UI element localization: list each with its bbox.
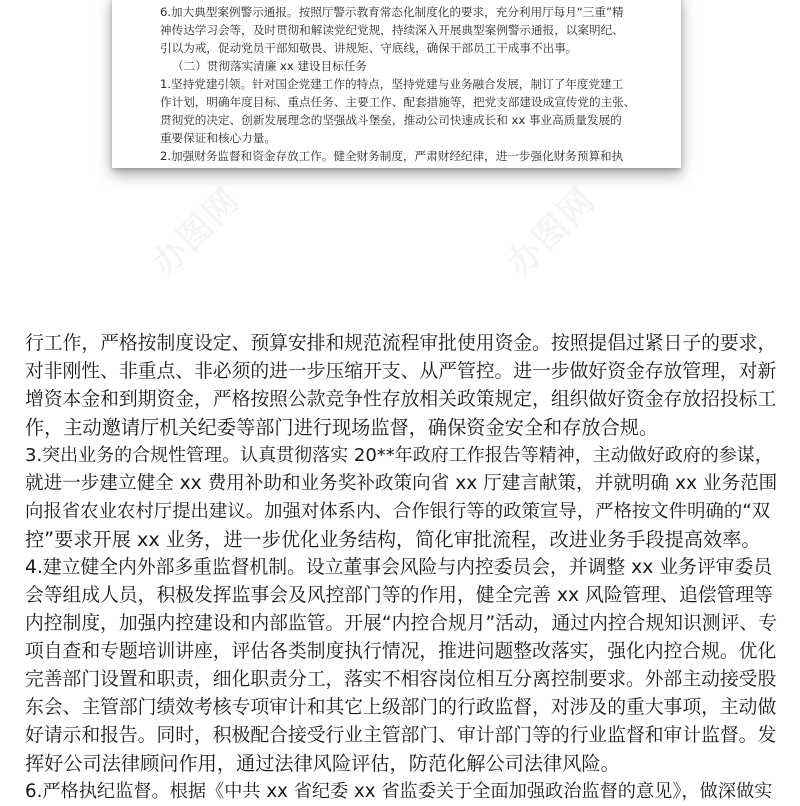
body-line: 6.严格执纪监督。根据《中共 xx 省纪委 xx 省监委关于全面加强政治监督的意见》，做深做实	[25, 781, 773, 802]
body-line: 4.建立健全内外部多重监督机制。设立董事会风险与内控委员会，并调整 xx 业务评审委员	[25, 557, 772, 578]
preview-line: 6.加大典型案例警示通报。按照厅警示教育常态化制度化的要求，充分利用厅每月“三重”精	[160, 5, 624, 19]
body-line: 项自查和专题培训讲座，评估各类制度执行情况，推进问题整改落实，强化内控合规。优化	[25, 641, 777, 662]
body-line: 好请示和报告。同时，积极配合接受行业主管部门、审计部门等的行业监督和审计监督。发	[25, 725, 777, 746]
body-line: 完善部门设置和职责，细化职责分工，落实不相容岗位相互分离控制要求。外部主动接受股	[25, 669, 777, 690]
body-line: 行工作，严格按制度设定、预算安排和规范流程审批使用资金。按照提倡过紧日子的要求，	[25, 333, 777, 354]
body-line: 就进一步建立健全 xx 费用补助和业务奖补政策向省 xx 厅建言献策，并就明确 xx 业务范围	[25, 473, 778, 494]
preview-line: 引以为戒，促动党员干部知敬畏、讲规矩、守底线，确保干部员工干成事不出事。	[160, 41, 578, 55]
preview-line: 贯彻党的决定、创新发展理念的坚强战斗堡垒，推动公司快速成长和 xx 事业高质量发展的	[160, 113, 622, 127]
preview-line: 神传达学习会等，及时贯彻和解读党纪党规，持续深入开展典型案例警示通报，以案明纪、	[160, 23, 624, 37]
preview-section-heading: （二）贯彻落实清廉 xx 建设目标任务	[172, 59, 368, 73]
body-line: 对非刚性、非重点、非必须的进一步压缩开支、从严管控。进一步做好资金存放管理，对新	[25, 361, 777, 382]
body-line: 增资本金和到期资金，严格按照公款竞争性存放相关政策规定，组织做好资金存放招投标工	[25, 389, 777, 410]
preview-line: 2.加强财务监督和资金存放工作。健全财务制度，严肃财经纪律，进一步强化财务预算和执	[160, 149, 624, 163]
body-line: 向报省农业农村厅提出建议。加强对体系内、合作银行等的政策宣导，严格按文件明确的“双	[25, 501, 771, 522]
body-line: 挥好公司法律顾问作用，通过法律风险评估，防范化解公司法律风险。	[25, 752, 620, 775]
preview-line: 1.坚持党建引领。针对国企党建工作的特点，坚持党建与业务融合发展，制订了年度党建工	[160, 77, 624, 91]
body-line: 作，主动邀请厅机关纪委等部门进行现场监督，确保资金安全和存放合规。	[25, 416, 659, 439]
body-line: 3.突出业务的合规性管理。认真贯彻落实 20**年政府工作报告等精神，主动做好政府的参谋，	[25, 445, 773, 466]
preview-line: 重要保证和核心力量。	[160, 131, 276, 145]
body-line: 内控制度，加强内控建设和内部监管。开展“内控合规月”活动，通过内控合规知识测评、专	[25, 613, 777, 634]
watermark: 办图网	[499, 179, 604, 285]
preview-line: 作计划，明确年度目标、重点任务、主要工作、配套措施等，把党支部建设成宣传党的主张、	[160, 95, 636, 109]
watermark: 办图网	[144, 179, 249, 285]
body-line: 控”要求开展 xx 业务，进一步优化业务结构，简化审批流程，改进业务手段提高效率。	[25, 528, 761, 551]
body-line: 会等组成人员，积极发挥监事会及风控部门等的作用，健全完善 xx 风险管理、追偿管理等	[25, 585, 773, 606]
body-line: 东会、主管部门绩效考核专项审计和其它上级部门的行政监督，对涉及的重大事项，主动做	[25, 697, 777, 718]
